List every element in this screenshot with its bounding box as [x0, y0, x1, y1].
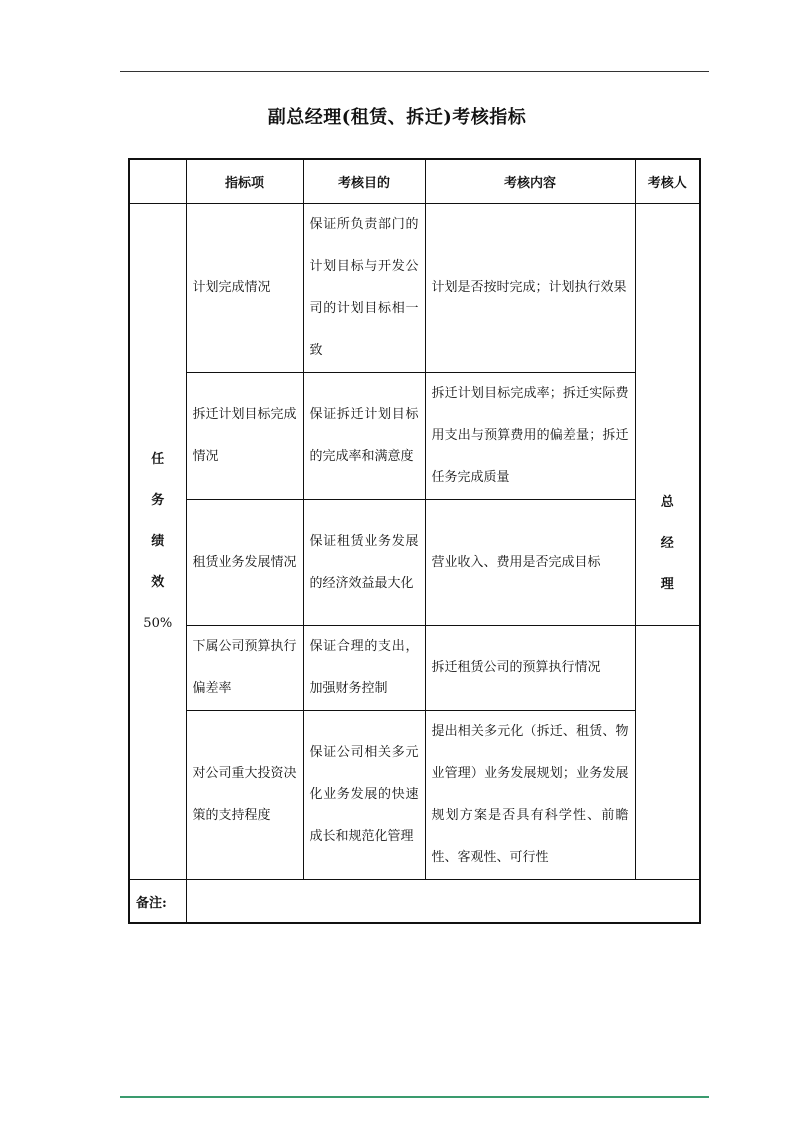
note-value: [186, 880, 700, 924]
header-indicator: 指标项: [186, 159, 303, 204]
reviewer-cell: [635, 204, 700, 626]
content-text: 提出相关多元化（拆迁、租赁、物业管理）业务发展规划；业务发展规划方案是否具有科学性、前瞻性、客观性、可行性: [431, 724, 629, 865]
indicator-cell: [186, 373, 303, 500]
header-content: 考核内容: [425, 159, 635, 204]
kpi-table: [128, 158, 701, 924]
content-text: 营业收入、费用是否完成目标: [431, 554, 601, 570]
purpose-text: 保证拆迁计划目标的完成率和满意度: [309, 407, 419, 464]
content-text: 拆迁计划目标完成率；拆迁实际费用支出与预算费用的偏差量；拆迁任务完成质量: [431, 386, 629, 485]
content-cell: [425, 711, 635, 880]
indicator-text: 计划完成情况: [192, 280, 271, 295]
indicator-text: 拆迁计划目标完成情况: [192, 407, 297, 464]
indicator-cell: [186, 204, 303, 373]
content-text: 计划是否按时完成；计划执行效果: [431, 280, 627, 295]
category-char: 务: [151, 493, 165, 508]
category-char: 任: [151, 452, 165, 467]
table-row: [129, 626, 700, 711]
reviewer-cell-lower: [635, 626, 700, 880]
indicator-text: 下属公司预算执行偏差率: [192, 639, 297, 696]
reviewer-char: 总: [660, 495, 674, 510]
reviewer-char: 理: [660, 577, 674, 592]
indicator-cell: [186, 500, 303, 626]
purpose-text: 保证租赁业务发展的经济效益最大化: [309, 533, 419, 591]
reviewer-char: 经: [660, 536, 674, 551]
purpose-cell: [303, 500, 425, 626]
purpose-cell: [303, 204, 425, 373]
table-row: [129, 711, 700, 880]
header-blank: [129, 159, 186, 204]
indicator-cell: [186, 711, 303, 880]
note-label: 备注:: [129, 880, 186, 924]
content-cell: [425, 373, 635, 500]
header-rule: [120, 71, 709, 72]
purpose-text: 保证所负责部门的计划目标与开发公司的计划目标相一致: [309, 217, 419, 358]
table-row: [129, 373, 700, 500]
table-row: [129, 204, 700, 373]
indicator-cell: [186, 626, 303, 711]
indicator-text: 对公司重大投资决策的支持程度: [192, 766, 297, 823]
category-weight: 50%: [143, 616, 173, 631]
purpose-text: 保证合理的支出，加强财务控制: [309, 639, 419, 696]
purpose-text: 保证公司相关多元化业务发展的快速成长和规范化管理: [309, 745, 419, 844]
category-char: 绩: [151, 534, 165, 549]
footer-rule: [120, 1096, 709, 1098]
purpose-cell: [303, 626, 425, 711]
content-cell: [425, 500, 635, 626]
content-cell: [425, 204, 635, 373]
indicator-text: 租赁业务发展情况: [192, 554, 297, 570]
table-header-row: [129, 159, 700, 204]
content-cell: [425, 626, 635, 711]
table-row: [129, 500, 700, 626]
header-purpose: 考核目的: [303, 159, 425, 204]
document-title: 副总经理(租赁、拆迁)考核指标: [267, 107, 527, 128]
content-text: 拆迁租赁公司的预算执行情况: [431, 660, 601, 675]
purpose-cell: [303, 373, 425, 500]
category-char: 效: [151, 575, 165, 590]
category-cell: [129, 204, 186, 880]
purpose-cell: [303, 711, 425, 880]
note-row: [129, 880, 700, 924]
header-reviewer: 考核人: [635, 159, 700, 204]
